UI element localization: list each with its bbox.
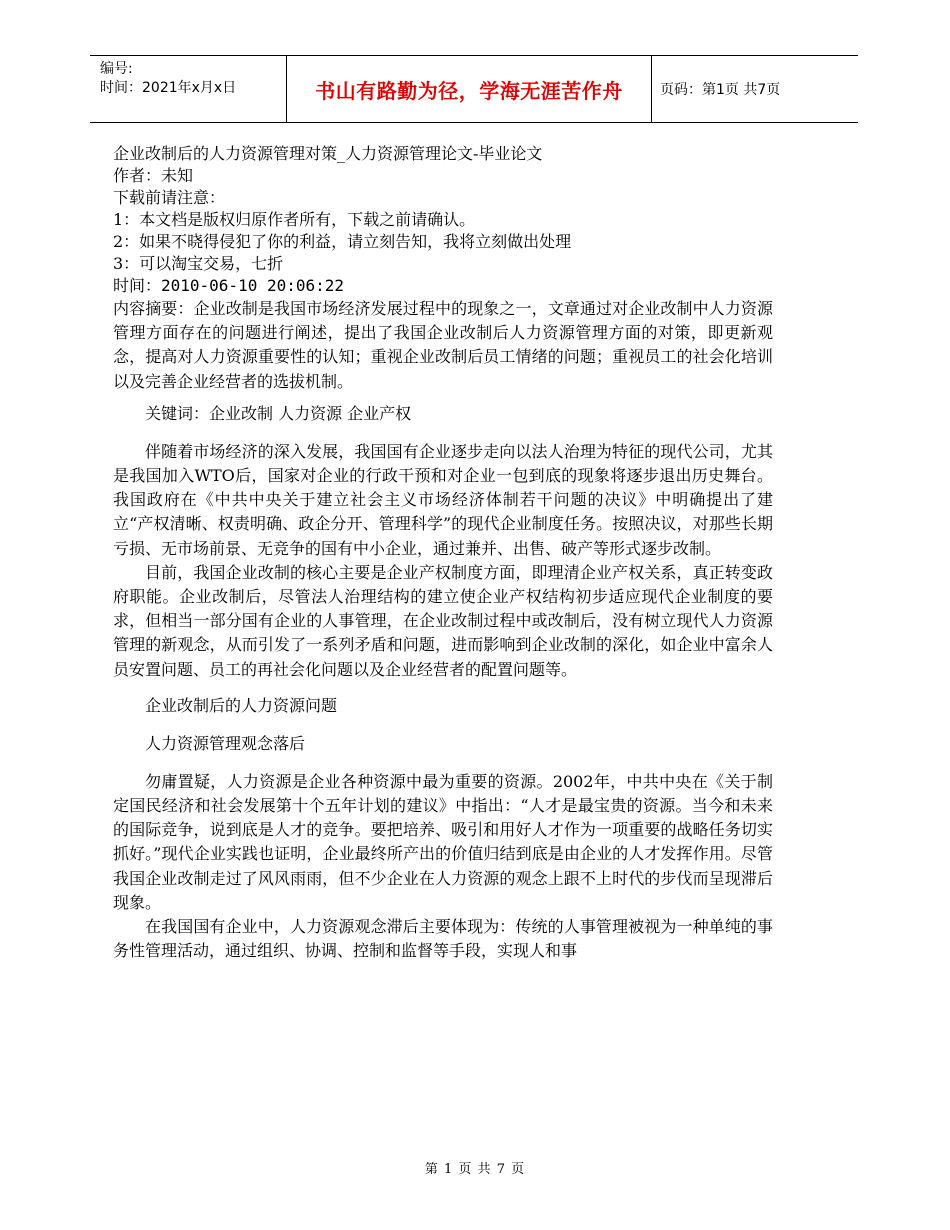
- header-page-info: 页码：第1页 共7页: [660, 82, 781, 98]
- document-header: [90, 55, 858, 123]
- section-heading: 企业改制后的人力资源问题: [145, 695, 338, 715]
- body-paragraph: 在我国国有企业中，人力资源观念滞后主要体现为：传统的人事管理被视为一种单纯的事务性管理活动，通过组织、协调、控制和监督等手段，实现人和事: [113, 917, 773, 961]
- header-divider-right: [651, 56, 652, 122]
- notice-item: 1：本文档是版权归原作者所有，下载之前请确认。: [113, 210, 476, 229]
- header-motto: 书山有路勤为径，学海无涯苦作舟: [315, 78, 623, 103]
- body-paragraph: 目前，我国企业改制的核心主要是企业产权制度方面，即理清企业产权关系，真正转变政府职能。企业改制后，尽管法人治理结构的建立使企业产权结构初步适应现代企业制度的要求，但相当一部分国有企业的人事管理，在企业改制过程中或改制后，没有树立现代人力资源管理的新观念，从而引发了一系列矛盾和问题，进而影响到企业改制的深化，如企业中富余人员安置问题、员工的再社会化问题以及企业经营者的配置问题等。: [113, 562, 773, 679]
- header-meta: [100, 60, 236, 98]
- body-paragraph: 勿庸置疑，人力资源是企业各种资源中最为重要的资源。2002年，中共中央在《关于制定国民经济和社会发展第十个五年计划的建议》中指出：“人才是最宝贵的资源。当今和未来的国际竞争，说到底是人才的竞争。要把培养、吸引和用好人才作为一项重要的战略任务切实抓好。”现代企业实践也证明，企业最终所产出的价值归结到底是由企业的人才发挥作用。尽管我国企业改制走过了风风雨雨，但不少企业在人力资源的观念上跟不上时代的步伐而呈现滞后现象。: [113, 771, 773, 912]
- article-time: 时间：2010-06-10 20:06:22: [113, 276, 345, 295]
- number-label: 编号:: [100, 61, 133, 77]
- keywords: 关键词：企业改制 人力资源 企业产权: [145, 403, 412, 423]
- time-label: 时间：2021年x月x日: [100, 80, 237, 96]
- document-body: [113, 143, 773, 963]
- abstract: 内容摘要：企业改制是我国市场经济发展过程中的现象之一，文章通过对企业改制中人力资源管理方面存在的问题进行阐述，提出了我国企业改制后人力资源管理方面的对策，即更新观念，提高对人力资源重要性的认知；重视企业改制后员工情绪的问题；重视员工的社会化培训以及完善企业经营者的选拔机制。: [113, 299, 773, 391]
- notice-item: 2：如果不晓得侵犯了你的利益，请立刻告知，我将立刻做出处理: [113, 232, 572, 251]
- page-footer: 第 1 页 共 7 页: [424, 1162, 526, 1177]
- header-divider-left: [286, 56, 287, 122]
- download-notice-title: 下载前请注意：: [113, 188, 226, 207]
- article-title: 企业改制后的人力资源管理对策_人力资源管理论文-毕业论文: [113, 144, 543, 163]
- subsection-heading: 人力资源管理观念落后: [145, 733, 306, 753]
- body-paragraph: 伴随着市场经济的深入发展，我国国有企业逐步走向以法人治理为特征的现代公司，尤其是我国加入WTO后，国家对企业的行政干预和对企业一包到底的现象将逐步退出历史舞台。我国政府在《中共中央关于建立社会主义市场经济体制若干问题的决议》中明确提出了建立“产权清晰、权责明确、政企分开、管理科学”的现代企业制度任务。按照决议，对那些长期亏损、无市场前景、无竞争的国有中小企业，通过兼并、出售、破产等形式逐步改制。: [113, 441, 773, 558]
- article-author: 作者：未知: [113, 166, 194, 185]
- notice-item: 3：可以淘宝交易，七折: [113, 254, 284, 273]
